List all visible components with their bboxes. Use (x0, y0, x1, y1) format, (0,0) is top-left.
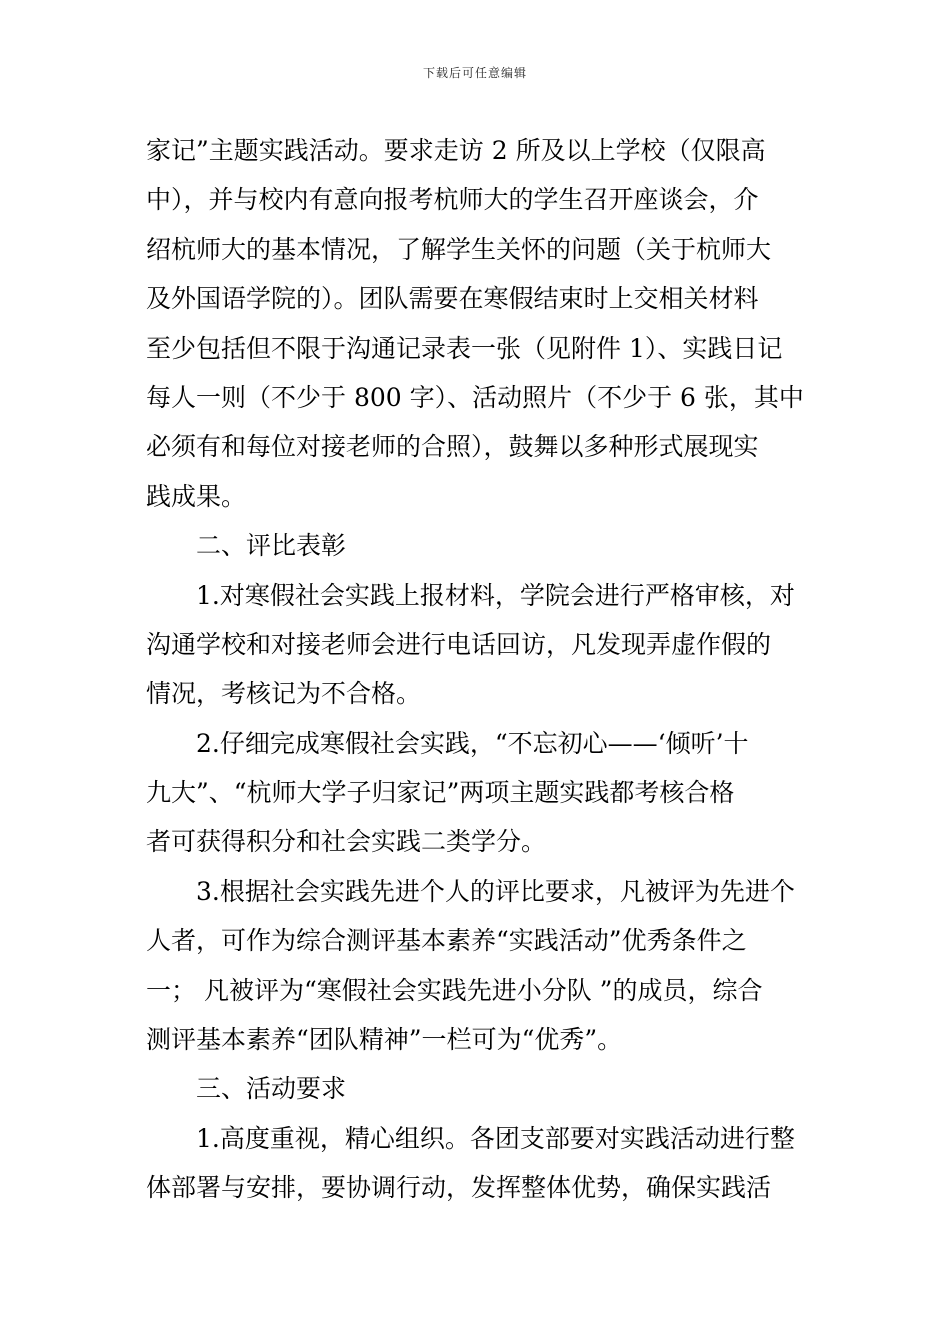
text-line: 家记”主题实践活动。要求走访 2 所及以上学校（仅限高 (146, 136, 766, 165)
text-line: 绍杭师大的基本情况，了解学生关怀的问题（关于杭师大 (146, 234, 772, 264)
text-line: 践成果。 (146, 481, 247, 511)
text-line: 每人一则（不少于 800 字）、活动照片（不少于 6 张，其中 (146, 382, 804, 412)
text-line: 二、评比表彰 (196, 531, 347, 561)
text-line: 2.仔细完成寒假社会实践，“不忘初心——‘倾听’十 (196, 728, 749, 758)
text-line: 必须有和每位对接老师的合照），鼓舞以多种形式展现实 (146, 432, 759, 462)
text-line: 及外国语学院的）。团队需要在寒假结束时上交相关材料 (146, 284, 759, 314)
page-header: 下载后可任意编辑 (422, 66, 527, 80)
text-line: 中），并与校内有意向报考杭师大的学生召开座谈会，介 (146, 185, 759, 215)
text-line: 三、活动要求 (196, 1074, 347, 1104)
text-line: 九大”、“杭师大学子归家记”两项主题实践都考核合格 (146, 778, 735, 808)
text-line: 1.对寒假社会实践上报材料，学院会进行严格审核，对 (196, 580, 795, 610)
document-body (146, 126, 810, 1213)
text-line: 3.根据社会实践先进个人的评比要求，凡被评为先进个 (196, 876, 795, 906)
text-line: 测评基本素养“团队精神”一栏可为“优秀”。 (146, 1025, 623, 1055)
text-line: 一； 凡被评为“寒假社会实践先进小分队 ”的成员，综合 (146, 975, 763, 1005)
text-line: 者可获得积分和社会实践二类学分。 (146, 827, 547, 857)
text-line: 1.高度重视，精心组织。各团支部要对实践活动进行整 (196, 1123, 795, 1153)
text-line: 情况，考核记为不合格。 (146, 679, 422, 709)
text-line: 人者，可作为综合测评基本素养“实践活动”优秀条件之 (146, 926, 747, 956)
text-line: 体部署与安排，要协调行动，发挥整体优势，确保实践活 (146, 1173, 772, 1203)
text-line: 至少包括但不限于沟通记录表一张（见附件 1）、实践日记 (146, 333, 783, 363)
text-line: 沟通学校和对接老师会进行电话回访，凡发现弄虚作假的 (146, 629, 772, 659)
